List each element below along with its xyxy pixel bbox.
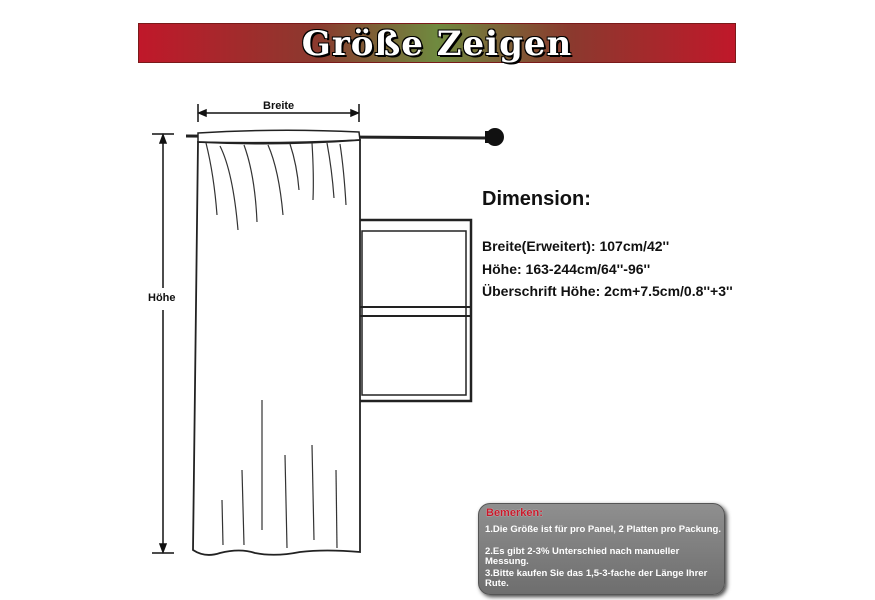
banner-title: Größe Zeigen xyxy=(301,24,573,64)
width-label: Breite xyxy=(263,100,295,112)
window xyxy=(356,220,471,401)
dimension-width: Breite(Erweitert): 107cm/42'' xyxy=(482,238,670,254)
dimension-header-height: Überschrift Höhe: 2cm+7.5cm/0.8''+3'' xyxy=(482,283,733,299)
curtain-panel xyxy=(193,130,360,555)
height-label: Höhe xyxy=(148,292,176,304)
height-dimension-line xyxy=(152,134,174,553)
notes-title: Bemerken: xyxy=(486,507,543,519)
note-item: 3.Bitte kaufen Sie das 1,5-3-fache der Länge Ihrer Rute. xyxy=(485,568,708,589)
note-item: 1.Die Größe ist für pro Panel, 2 Platten pro Packung. xyxy=(485,524,721,535)
notes-box xyxy=(478,503,725,595)
dimension-title: Dimension: xyxy=(482,188,591,210)
dimension-height: Höhe: 163-244cm/64''-96'' xyxy=(482,261,651,277)
note-item: 2.Es gibt 2-3% Unterschied nach manueller Messung. xyxy=(485,546,680,567)
